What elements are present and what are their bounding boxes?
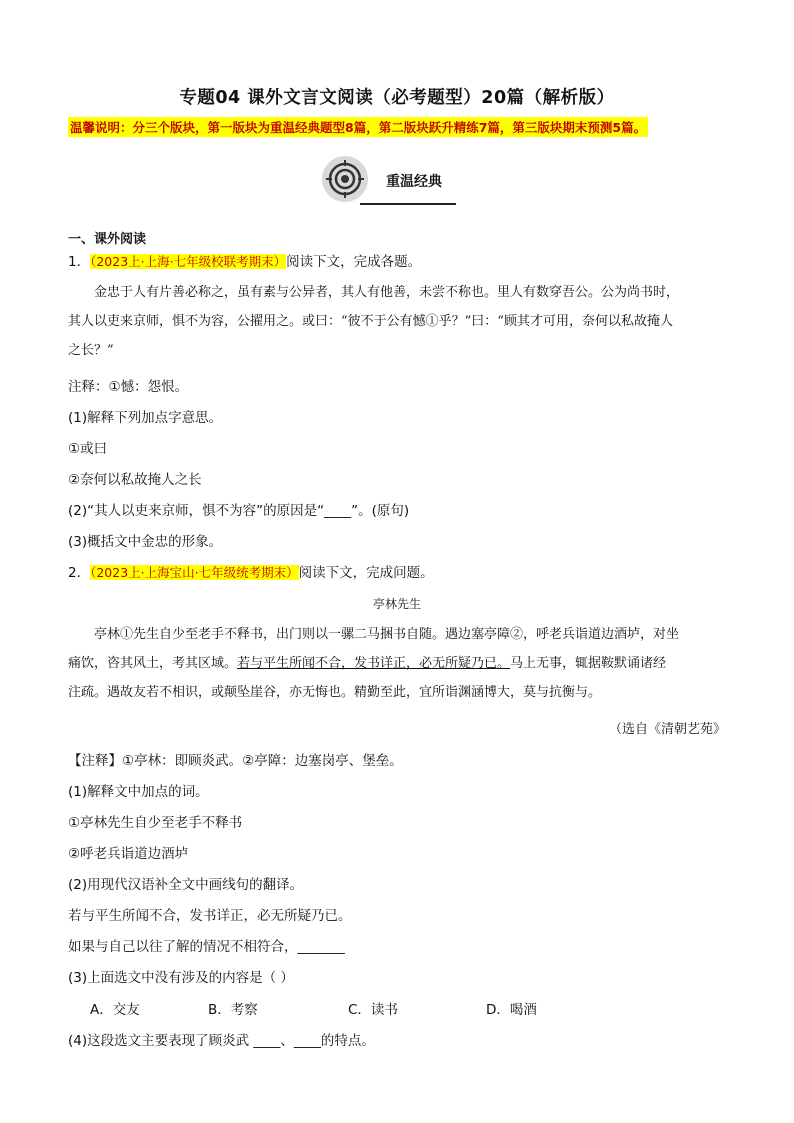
q1-note: 注释：①憾：怨恨。 — [68, 379, 189, 395]
q2-passage-line: 亭林①先生自少至老手不释书，出门则以一骡二马捆书自随。遇边塞亭障②，呼老兵诣道边酒垆，对坐 — [94, 627, 680, 642]
q2-sub2-sentence: 若与平生所闻不合，发书详正，必无所疑乃已。 — [68, 908, 352, 924]
q2-sub1: (1)解释文中加点的词。 — [68, 784, 209, 800]
q2-header — [68, 561, 434, 581]
target-icon — [322, 156, 368, 202]
q1-passage-line: 其人以吏来京师，惧不为容，公擢用之。或曰：“彼不于公有憾①乎？”曰：“顾其才可用，奈何以私故掩人 — [68, 314, 673, 329]
q1-passage-line: 金忠于人有片善必称之，虽有素与公异者，其人有他善，未尝不称也。里人有数穿吾公。公为尚书时， — [94, 285, 680, 300]
q2-passage-line: 注疏。遇故友若不相识，或颠坠崖谷，亦无悔也。精勤至此，宜所诣渊涵博大，莫与抗衡与。 — [68, 685, 602, 700]
q2-sub1-a: ①亭林先生自少至老手不释书 — [68, 815, 243, 831]
q2-passage-segment: 马上无事，辄据鞍默诵诸经 — [510, 656, 667, 671]
banner-circle — [322, 156, 368, 202]
q2-sub2: (2)用现代汉语补全文中画线句的翻译。 — [68, 877, 304, 893]
q1-sub1-a: ①或曰 — [68, 441, 108, 457]
page-title: 专题04 课外文言文阅读（必考题型）20篇（解析版） — [179, 88, 615, 108]
q2-passage-segment: 痛饮，咨其风土，考其区域。 — [68, 656, 238, 671]
q2-note: 【注释】①亭林：即顾炎武。②亭障：边塞岗亭、堡垒。 — [68, 753, 403, 769]
q1-source: （2023上·上海·七年级校联考期末） — [90, 254, 287, 269]
q1-instruction: 阅读下文，完成各题。 — [286, 254, 422, 270]
q1-sub3: (3)概括文中金忠的形象。 — [68, 534, 223, 550]
q2-underlined-sentence: 若与平生所闻不合，发书详正，必无所疑乃已。 — [237, 656, 511, 671]
section-heading: 一、课外阅读 — [68, 232, 147, 247]
option-d: D．喝酒 — [486, 1002, 537, 1018]
q1-header — [68, 250, 421, 270]
q1-number: 1． — [68, 254, 91, 270]
banner-label: 重温经典 — [386, 174, 442, 190]
option-c: C．读书 — [348, 1002, 398, 1018]
option-a: A．交友 — [90, 1002, 140, 1018]
q1-sub2: (2)“其人以吏来京师，惧不为容”的原因是“____”。(原句) — [68, 503, 410, 519]
q2-sub3: (3)上面选文中没有涉及的内容是（ ） — [68, 970, 294, 986]
section-banner — [322, 152, 462, 208]
q1-sub1-b: ②奈何以私故掩人之长 — [68, 472, 202, 488]
option-b: B．考察 — [208, 1002, 258, 1018]
banner-underline — [360, 203, 456, 205]
q2-passage-title: 亭林先生 — [372, 597, 421, 611]
q2-sub4: (4)这段选文主要表现了顾炎武 ____、____的特点。 — [68, 1033, 375, 1049]
q2-sub2-translation: 如果与自己以往了解的情况不相符合，_______ — [68, 939, 345, 955]
q2-number: 2． — [68, 565, 91, 581]
notice-banner: 温馨说明：分三个版块，第一版块为重温经典题型8篇，第二版块跃升精练7篇，第三版块期末预测5篇。 — [68, 117, 648, 137]
q2-instruction: 阅读下文，完成问题。 — [298, 565, 434, 581]
q2-sub1-b: ②呼老兵诣道边酒垆 — [68, 846, 189, 862]
q1-passage-line: 之长？” — [68, 343, 114, 358]
q2-citation: （选自《清朝艺苑》 — [608, 722, 726, 737]
q1-passage — [68, 278, 728, 365]
q2-passage-line — [68, 649, 728, 678]
q1-sub1: (1)解释下列加点字意思。 — [68, 410, 223, 426]
q2-passage — [68, 620, 728, 707]
q2-source: （2023上·上海宝山·七年级统考期末） — [90, 565, 299, 580]
